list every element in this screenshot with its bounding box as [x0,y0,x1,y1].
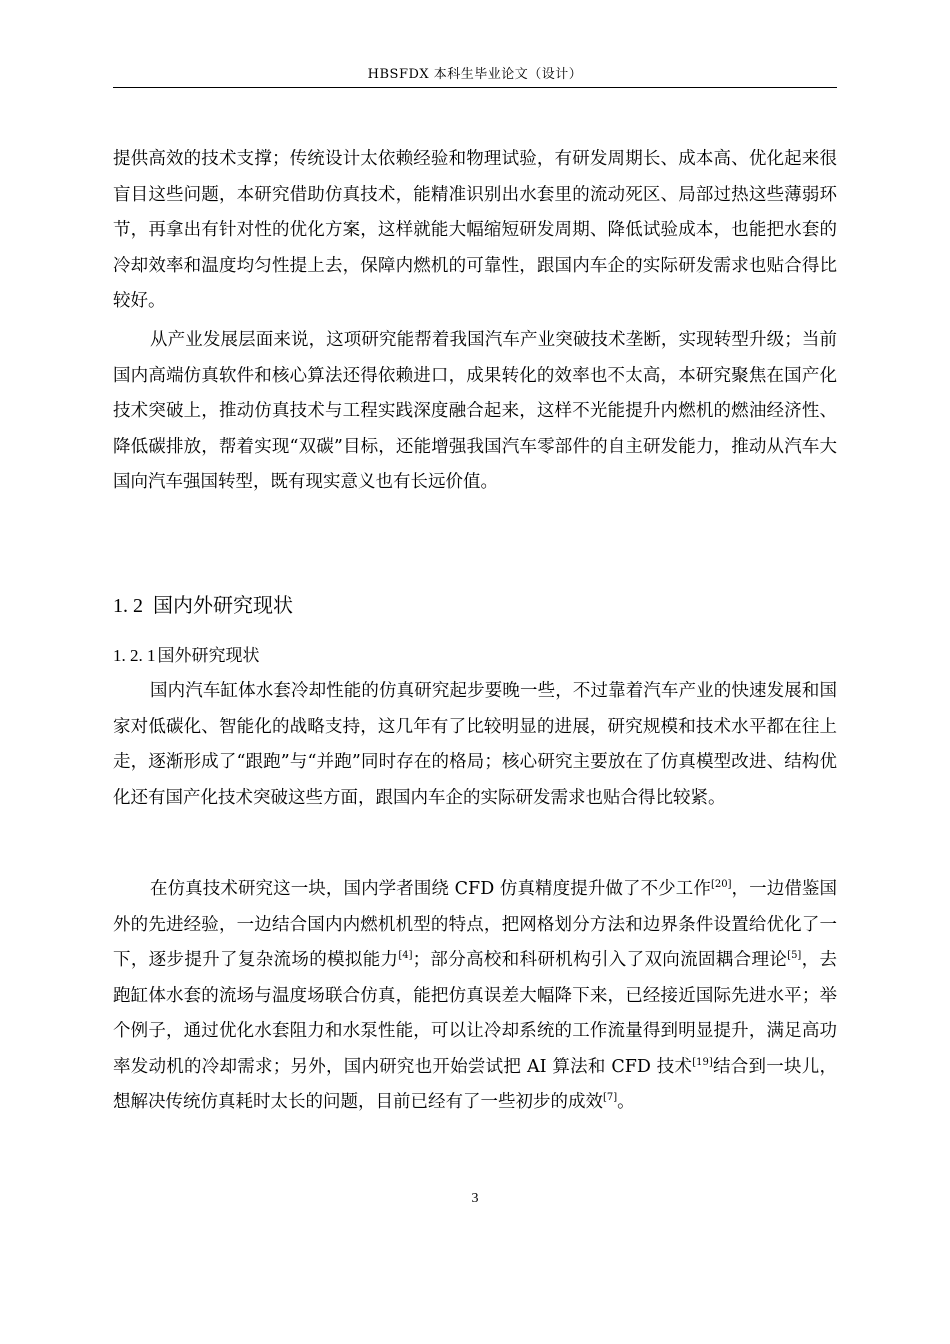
paragraph-1: 提供高效的技术支撑；传统设计太依赖经验和物理试验，有研发周期长、成本高、优化起来很盲目这些问题，本研究借助仿真技术，能精准识别出水套里的流动死区、局部过热这些薄弱环节，再拿出有针对性的优化方案，这样就能大幅缩短研发周期、降低试验成本，也能把水套的冷却效率和温度均匀性提上去，保障内燃机的可靠性，跟国内车企的实际研发需求也贴合得比较好。 [113,149,837,311]
page-number: 3 [471,1191,479,1206]
section-title: 国内外研究现状 [153,593,293,617]
citation-ref: [5] [787,950,802,961]
header-rule [113,87,837,88]
paragraph-4-text-f: 。 [617,1092,635,1112]
citation-ref: [4] [398,950,413,961]
paragraph-4-text-a: 在仿真技术研究这一块，国内学者围绕 CFD 仿真精度提升做了不少工作 [150,879,711,899]
section-number: 1. 2 [113,595,143,617]
subsection-number: 1. 2. 1 [113,646,156,665]
subsection-heading-1-2-1 [113,643,260,669]
citation-ref: [20] [710,879,732,890]
paragraph-2: 从产业发展层面来说，这项研究能帮着我国汽车产业突破技术垄断，实现转型升级；当前国内高端仿真软件和核心算法还得依赖进口，成果转化的效率也不太高，本研究聚焦在国产化技术突破上，推动仿真技术与工程实践深度融合起来，这样不光能提升内燃机的燃油经济性、降低碳排放，帮着实现“双碳”目标，还能增强我国汽车零部件的自主研发能力，推动从汽车大国向汽车强国转型，既有现实意义也有长远价值。 [113,330,837,492]
citation-ref: [19] [692,1056,713,1068]
paragraph-4-text-e: 结合到一块儿，想解决传统仿真耗时太长的问题，目前已经有了一些初步的成效 [113,1056,837,1112]
paragraph-3: 国内汽车缸体水套冷却性能的仿真研究起步要晚一些，不过靠着汽车产业的快速发展和国家对低碳化、智能化的战略支持，这几年有了比较明显的进展，研究规模和技术水平都在往上走，逐渐形成了“跟跑”与“并跑”同时存在的格局；核心研究主要放在了仿真模型改进、结构优化还有国产化技术突破这些方面，跟国内车企的实际研发需求也贴合得比较紧。 [113,681,837,808]
paragraph-4-text-c: ；部分高校和科研机构引入了双向流固耦合理论 [412,950,788,970]
paragraph-4-text-b: ，一边借鉴国外的先进经验，一边结合国内内燃机机型的特点，把网格划分方法和边界条件设置给优化了一下，逐步提升了复杂流场的模拟能力 [113,879,838,970]
page-header: HBSFDX 本科生毕业论文（设计） [367,67,583,82]
citation-ref: [7] [603,1092,618,1103]
subsection-title: 国外研究现状 [157,646,260,666]
section-heading-1-2 [113,590,293,621]
paragraph-4 [113,872,837,1121]
paragraph-4-text-d: ，去跑缸体水套的流场与温度场联合仿真，能把仿真误差大幅降下来，已经接近国际先进水平；举个例子，通过优化水套阻力和水泵性能，可以让冷却系统的工作流量得到明显提升，满足高功率发动机的冷却需求；另外，国内研究也开始尝试把 AI 算法和 CFD 技术 [113,950,838,1077]
